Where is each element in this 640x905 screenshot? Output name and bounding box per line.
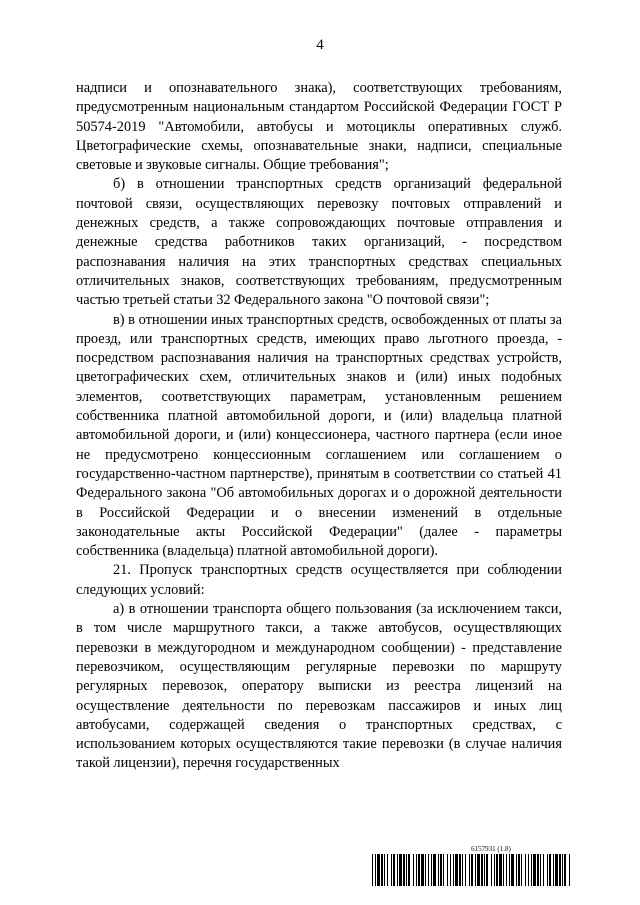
document-code: 6157931 (1.8) xyxy=(471,845,511,853)
barcode xyxy=(372,854,570,886)
paragraph-item-b: б) в отношении транспортных средств организаций федеральной почтовой связи, осуществляющих перевозку почтовых отправлений и денежных средств, а также сопровождающих почтовые отправления и денежные средства работников таких организаций, - посредством распознавания наличия на этих транспортных средствах специальных отличительных знаков, соответствующих требованиям, предусмотренным частью третьей статьи 32 Федерального закона "О почтовой связи"; xyxy=(76,176,562,309)
paragraph-continuation: надписи и опознавательного знака), соответствующих требованиям, предусмотренным национальным стандартом Российской Федерации ГОСТ Р 50574-2019 "Автомобили, автобусы и мотоциклы оперативных служб. Цветографические схемы, опознавательные знаки, надписи, специальные световые и звуковые сигналы. Общие требования"; xyxy=(76,80,562,174)
paragraph-clause-21: 21. Пропуск транспортных средств осуществляется при соблюдении следующих условий: xyxy=(76,562,562,598)
paragraph-item-v: в) в отношении иных транспортных средств, освобожденных от платы за проезд, или транспортных средств, имеющих право льготного проезда, - посредством распознавания наличия на транспортных средствах устройств, цветографических схем, отличительных знаков и (или) иных подобных элементов, соответствующих параметрам, установленным решением собственника платной автомобильной дороги, и (или) владельца платной автомобильной дороги, и (или) концессионера, частного партнера (если иное не предусмотрено концессионным соглашением или соглашением о государственно-частном партнерстве), принятым в соответствии со статьей 41 Федерального закона "Об автомобильных дорогах и о дорожной деятельности в Российской Федерации и о внесении изменений в отдельные законодательные акты Российской Федерации" (далее - параметры собственника (владельца) платной автомобильной дороги). xyxy=(76,311,562,560)
page-number: 4 xyxy=(316,37,324,53)
paragraph-item-a: а) в отношении транспорта общего пользования (за исключением такси, в том числе маршрутного такси, а также автобусов, осуществляющих перевозки в междугородном и международном сообщении) - представление перевозчиком, осуществляющим регулярные перевозки по маршруту регулярных перевозок, оператору выписки из реестра лицензий на осуществление деятельности по перевозкам пассажиров и иных лиц автобусами, содержащей сведения о транспортных средствах, с использованием которых осуществляются такие перевозки (в случае наличия такой лицензии), перечня государственных xyxy=(76,601,562,772)
document-body xyxy=(76,79,562,774)
